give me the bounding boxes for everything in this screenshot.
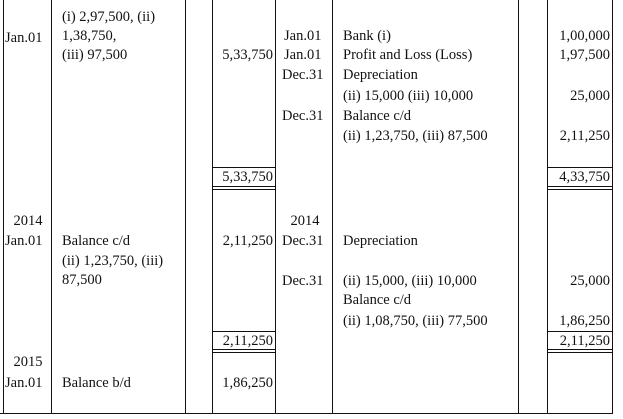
credit-particulars: Balance c/d [343,108,412,124]
credit-date: Jan.01 [284,28,322,44]
total-rule [213,186,275,187]
debit-amount: 5,33,750 [222,47,273,63]
credit-particulars: Balance c/d [343,292,412,308]
debit-year: 2014 [13,213,43,229]
column-rule [3,0,4,413]
total-rule [213,189,275,190]
credit-amount: 1,97,500 [559,47,610,63]
debit-amount: 1,86,250 [222,375,273,391]
debit-particulars: (ii) 1,23,750, (iii) [62,253,164,269]
total-rule [548,352,612,353]
credit-particulars: (ii) 15,000, (iii) 10,000 [343,273,477,289]
debit-particulars: Balance b/d [62,375,131,391]
credit-total: 4,33,750 [559,169,610,185]
credit-amount: 1,86,250 [559,313,610,329]
debit-date: Jan.01 [5,30,43,46]
credit-particulars: Depreciation [343,67,418,83]
credit-total: 2,11,250 [559,333,610,349]
credit-particulars: (ii) 15,000 (iii) 10,000 [343,88,474,104]
credit-particulars: (ii) 1,08,750, (iii) 77,500 [343,313,488,329]
column-rule [518,0,519,413]
debit-total: 2,11,250 [222,333,273,349]
credit-amount: 25,000 [570,88,610,104]
credit-date: Dec.31 [282,67,324,83]
credit-amount: 25,000 [570,273,610,289]
total-rule [548,189,612,190]
column-rule [185,0,186,413]
bottom-rule [0,413,613,414]
credit-particulars: Bank (i) [343,28,391,44]
debit-year: 2015 [13,354,43,370]
debit-amount: 2,11,250 [222,233,273,249]
credit-amount: 2,11,250 [559,128,610,144]
debit-particulars: Balance c/d [62,233,131,249]
column-rule [612,0,613,413]
debit-particulars: (i) 2,97,500, (ii) [62,9,156,25]
debit-particulars: 1,38,750, [62,28,117,44]
debit-particulars: (iii) 97,500 [62,47,128,63]
credit-particulars: Depreciation [343,233,418,249]
debit-particulars: 87,500 [62,272,102,288]
column-rule [332,0,333,413]
total-rule [548,186,612,187]
credit-amount: 1,00,000 [559,28,610,44]
column-rule [51,0,52,413]
debit-date: Jan.01 [5,233,43,249]
debit-total: 5,33,750 [222,169,273,185]
column-rule [275,0,276,413]
credit-particulars: Profit and Loss (Loss) [343,47,473,63]
credit-date: Jan.01 [284,47,322,63]
credit-year: 2014 [290,213,320,229]
debit-date: Jan.01 [5,375,43,391]
credit-date: Dec.31 [282,273,324,289]
credit-date: Dec.31 [282,233,324,249]
total-rule [213,352,275,353]
credit-date: Dec.31 [282,108,324,124]
credit-particulars: (ii) 1,23,750, (iii) 87,500 [343,128,488,144]
